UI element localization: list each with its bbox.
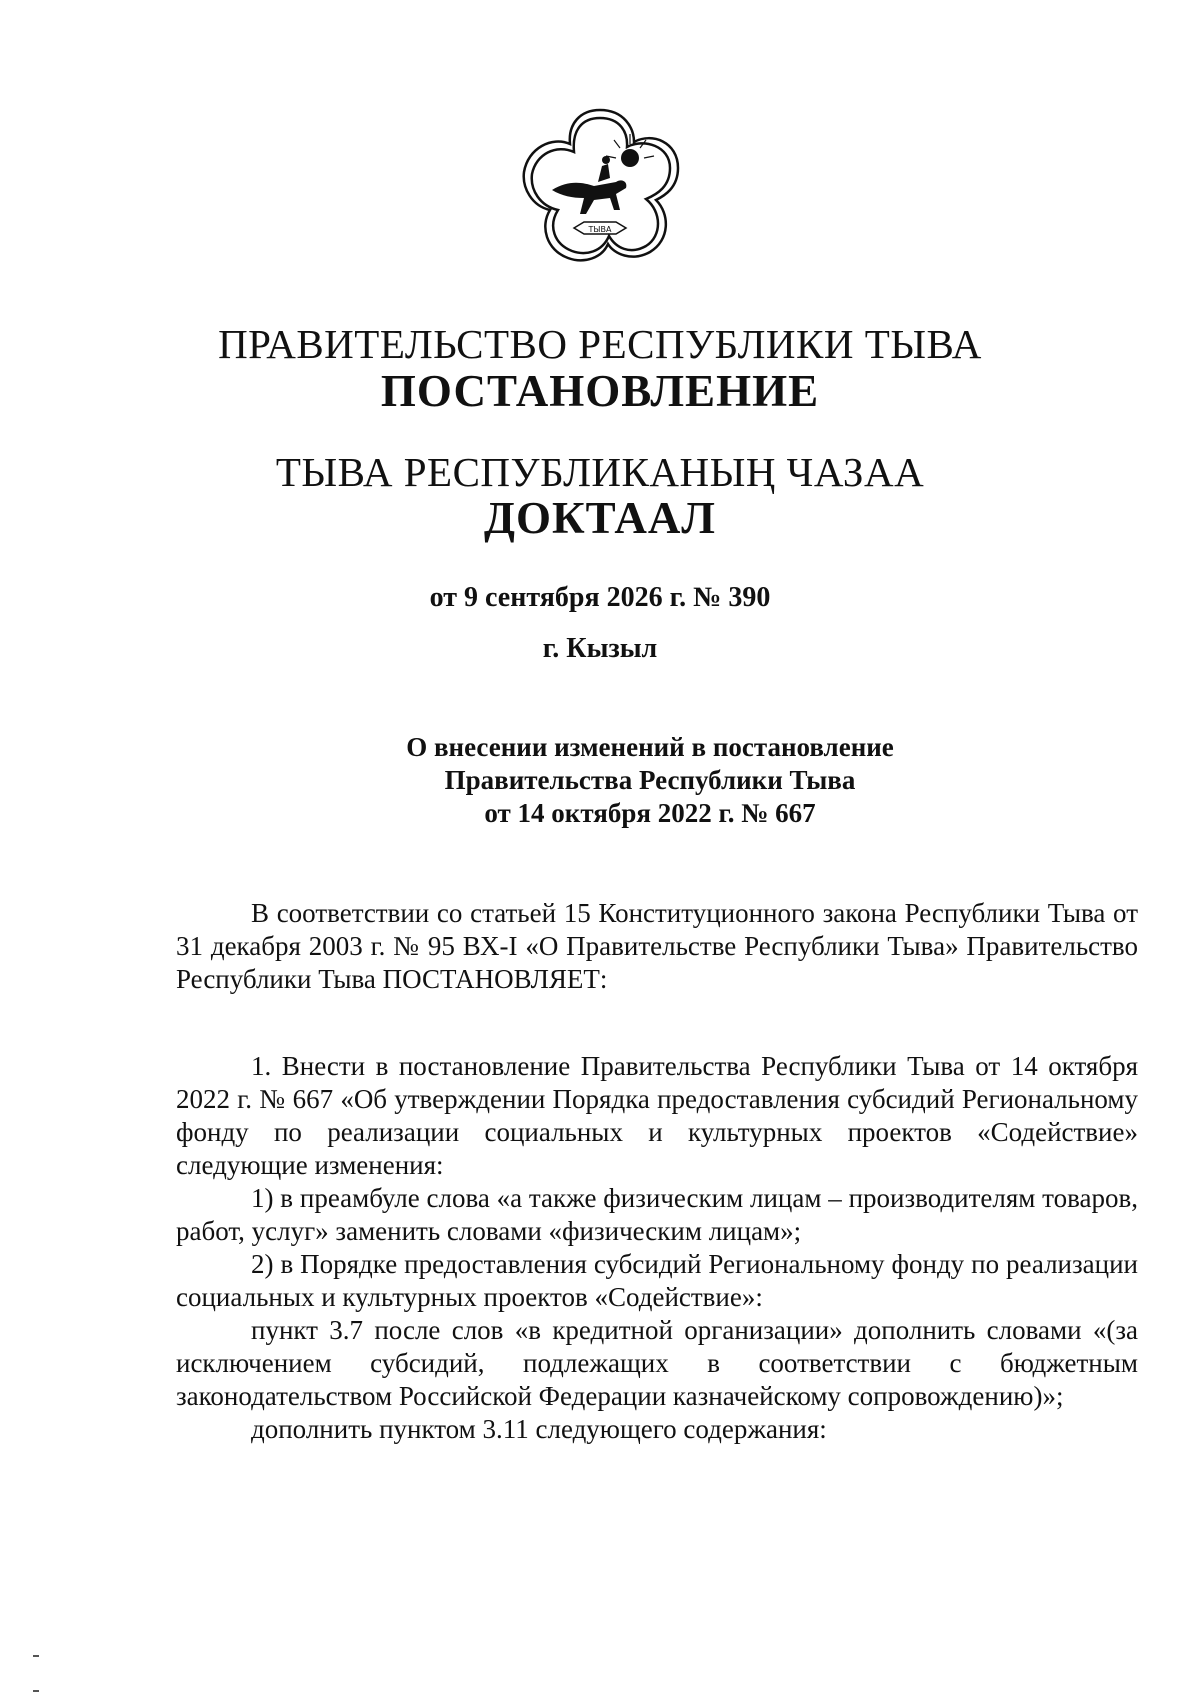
decree-city: г. Кызыл [542, 633, 658, 664]
subject-line: от 14 октября 2022 г. № 667 [484, 798, 816, 828]
government-name-ru: ПРАВИТЕЛЬСТВО РЕСПУБЛИКИ ТЫВА [218, 321, 982, 367]
body-paragraph: дополнить пунктом 3.11 следующего содержания: [251, 1414, 827, 1444]
decree-date-number: от 9 сентября 2026 г. № 390 [429, 582, 771, 613]
svg-text:ТЫВА: ТЫВА [588, 225, 612, 234]
body-paragraph: 1) в преамбуле слова «а также физическим лицам – производителям товаров, работ, услуг» заменить словами «физическим лицам»; [176, 1183, 1138, 1246]
changes-block [176, 1050, 1138, 1446]
coat-of-arms-icon [512, 98, 688, 274]
preamble-paragraph: В соответствии со статьей 15 Конституционного закона Республики Тыва от 31 декабря 2003 г. № 95 ВХ-I «О Правительстве Республики Тыва» Правительство Республики Тыва ПОСТАНОВЛЯЕТ: [176, 898, 1138, 994]
subject-line: О внесении изменений в постановление [406, 732, 894, 762]
scan-margin-mark [33, 1655, 39, 1657]
body-paragraph: 1. Внести в постановление Правительства Республики Тыва от 14 октября 2022 г. № 667 «Об утверждении Порядка предоставления субсидий Региональному фонду по реализации социальных и культурных проектов «Содействие» следующие изменения: [176, 1051, 1138, 1180]
document-type-ru: ПОСТАНОВЛЕНИЕ [380, 366, 820, 416]
decree-subject [360, 731, 940, 830]
body-paragraph: 2) в Порядке предоставления субсидий Региональному фонду по реализации социальных и культурных проектов «Содействие»: [176, 1249, 1138, 1312]
document-type-tuv: ДОКТААЛ [484, 493, 716, 543]
preamble-block [176, 897, 1138, 996]
subject-line: Правительства Республики Тыва [444, 765, 856, 795]
government-name-tuv: ТЫВА РЕСПУБЛИКАНЫҢ ЧАЗАА [275, 449, 925, 495]
body-paragraph: пункт 3.7 после слов «в кредитной организации» дополнить словами «(за исключением субсидий, подлежащих в соответствии с бюджетным законодательством Российской Федерации казначейскому сопровождению)»; [176, 1315, 1138, 1411]
scan-margin-mark [33, 1690, 39, 1692]
